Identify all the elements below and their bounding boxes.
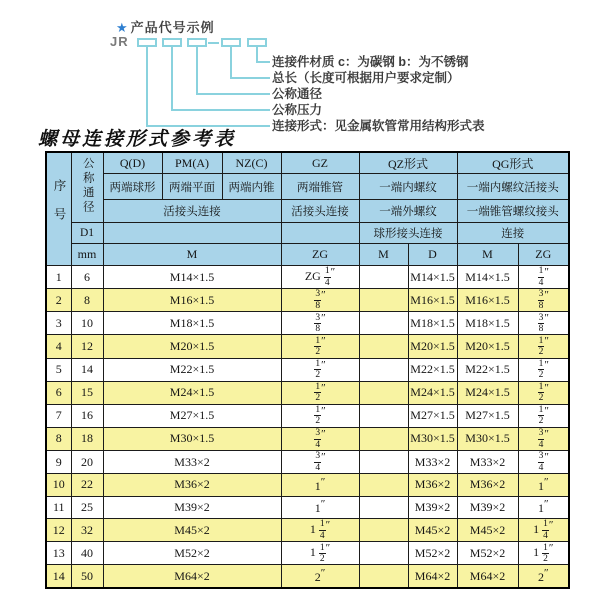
header-empty-wide bbox=[103, 223, 281, 244]
header-unit-qz-d: D bbox=[408, 244, 457, 266]
header-desc-qg: 一端内螺纹活接头 bbox=[457, 174, 569, 200]
cell-qz-m bbox=[359, 565, 408, 588]
cell-no: 5 bbox=[46, 358, 71, 381]
cell-qg-m: M22×1.5 bbox=[457, 358, 518, 381]
cell-no: 12 bbox=[46, 519, 71, 542]
cell-qg-m: M39×2 bbox=[457, 496, 518, 519]
cell-qz-d: M20×1.5 bbox=[408, 335, 457, 358]
table-row bbox=[46, 451, 569, 474]
cell-qz-m bbox=[359, 519, 408, 542]
cell-qg-m: M14×1.5 bbox=[457, 266, 518, 289]
cell-qz-m bbox=[359, 451, 408, 474]
cell-dn: 6 bbox=[71, 266, 103, 289]
nut-connection-table bbox=[45, 151, 570, 589]
header-connect-union: 活接头连接 bbox=[103, 200, 281, 223]
header-d1: D1 bbox=[71, 223, 103, 244]
cell-dn: 10 bbox=[71, 312, 103, 335]
cell-dn: 40 bbox=[71, 542, 103, 565]
cell-dn: 12 bbox=[71, 335, 103, 358]
table-title: 螺母连接形式参考表 bbox=[38, 129, 237, 150]
code-box-4 bbox=[221, 38, 241, 47]
leader-line bbox=[230, 77, 270, 79]
leader-line bbox=[146, 47, 148, 126]
cell-m: M64×2 bbox=[103, 565, 281, 588]
header-index: 序号 bbox=[46, 152, 71, 266]
cell-qz-m bbox=[359, 289, 408, 312]
table-row bbox=[46, 565, 569, 588]
cell-qg-zg: $\frac{1}{2}$ ″ bbox=[518, 381, 569, 404]
cell-qg-zg: $\frac{1}{2}$ ″ bbox=[518, 404, 569, 427]
code-box-3 bbox=[187, 38, 207, 47]
cell-dn: 20 bbox=[71, 451, 103, 474]
header-desc-nz: 两端内锥 bbox=[222, 174, 281, 200]
leader-line bbox=[171, 47, 173, 110]
label-nominal-dn: 公称通径 bbox=[272, 87, 323, 101]
header-connect-gz: 活接头连接 bbox=[281, 200, 359, 223]
cell-m: M24×1.5 bbox=[103, 381, 281, 404]
cell-no: 13 bbox=[46, 542, 71, 565]
cell-gz: 2″ bbox=[281, 565, 359, 588]
cell-no: 6 bbox=[46, 381, 71, 404]
cell-qz-d: M30×1.5 bbox=[408, 427, 457, 450]
cell-gz: ZG $\frac{1}{4}$ ″ bbox=[281, 266, 359, 289]
header-connect-qz: 球形接头连接 bbox=[359, 223, 457, 244]
cell-dn: 15 bbox=[71, 381, 103, 404]
cell-gz: $\frac{3}{4}$ ″ bbox=[281, 451, 359, 474]
leader-line bbox=[230, 47, 232, 78]
cell-m: M45×2 bbox=[103, 519, 281, 542]
cell-qz-d: M36×2 bbox=[408, 474, 457, 497]
cell-gz: $\frac{3}{8}$ ″ bbox=[281, 289, 359, 312]
cell-qz-d: M24×1.5 bbox=[408, 381, 457, 404]
table-row bbox=[46, 404, 569, 427]
cell-m: M33×2 bbox=[103, 451, 281, 474]
cell-dn: 22 bbox=[71, 474, 103, 497]
label-total-length: 总长（长度可根据用户要求定制） bbox=[272, 71, 460, 85]
cell-gz: $\frac{1}{2}$ ″ bbox=[281, 381, 359, 404]
cell-m: M16×1.5 bbox=[103, 289, 281, 312]
cell-qz-d: M27×1.5 bbox=[408, 404, 457, 427]
cell-qz-m bbox=[359, 358, 408, 381]
cell-gz: 1 $\frac{1}{4}$ ″ bbox=[281, 519, 359, 542]
cell-gz: $\frac{3}{8}$ ″ bbox=[281, 312, 359, 335]
header-desc2-qg: 一端锥管螺纹接头 bbox=[457, 200, 569, 223]
cell-qz-d: M16×1.5 bbox=[408, 289, 457, 312]
cell-qg-zg: 1″ bbox=[518, 474, 569, 497]
header-code-qz: QZ形式 bbox=[359, 152, 457, 174]
cell-no: 8 bbox=[46, 427, 71, 450]
cell-m: M18×1.5 bbox=[103, 312, 281, 335]
cell-qg-zg: $\frac{1}{2}$ ″ bbox=[518, 335, 569, 358]
star-icon: ★ bbox=[116, 20, 129, 35]
cell-no: 1 bbox=[46, 266, 71, 289]
cell-qz-d: M33×2 bbox=[408, 451, 457, 474]
cell-qz-m bbox=[359, 404, 408, 427]
cell-qg-zg: $\frac{3}{4}$ ″ bbox=[518, 427, 569, 450]
leader-line bbox=[171, 109, 270, 111]
cell-qz-d: M39×2 bbox=[408, 496, 457, 519]
cell-gz: 1″ bbox=[281, 496, 359, 519]
cell-no: 3 bbox=[46, 312, 71, 335]
cell-gz: $\frac{3}{4}$ ″ bbox=[281, 427, 359, 450]
cell-dn: 16 bbox=[71, 404, 103, 427]
header-connect-qg: 连接 bbox=[457, 223, 569, 244]
header-mm: mm bbox=[71, 244, 103, 266]
cell-dn: 14 bbox=[71, 358, 103, 381]
header-code-nz: NZ(C) bbox=[222, 152, 281, 174]
cell-qg-m: M52×2 bbox=[457, 542, 518, 565]
table-row bbox=[46, 266, 569, 289]
cell-qz-m bbox=[359, 381, 408, 404]
cell-qg-m: M20×1.5 bbox=[457, 335, 518, 358]
cell-qg-m: M33×2 bbox=[457, 451, 518, 474]
cell-qg-m: M45×2 bbox=[457, 519, 518, 542]
cell-qg-zg: $\frac{3}{8}$ ″ bbox=[518, 289, 569, 312]
leader-line bbox=[196, 93, 270, 95]
table-row bbox=[46, 496, 569, 519]
header-unit-m: M bbox=[103, 244, 281, 266]
cell-qz-d: M52×2 bbox=[408, 542, 457, 565]
table-row bbox=[46, 289, 569, 312]
cell-gz: $\frac{1}{2}$ ″ bbox=[281, 404, 359, 427]
cell-qg-m: M64×2 bbox=[457, 565, 518, 588]
cell-qg-zg: 1 $\frac{1}{4}$ ″ bbox=[518, 519, 569, 542]
cell-no: 9 bbox=[46, 451, 71, 474]
cell-qz-d: M14×1.5 bbox=[408, 266, 457, 289]
cell-no: 7 bbox=[46, 404, 71, 427]
cell-qg-m: M24×1.5 bbox=[457, 381, 518, 404]
cell-qg-zg: $\frac{3}{4}$ ″ bbox=[518, 451, 569, 474]
cell-qg-zg: $\frac{1}{4}$ ″ bbox=[518, 266, 569, 289]
cell-qg-m: M30×1.5 bbox=[457, 427, 518, 450]
cell-qg-zg: 1 $\frac{1}{2}$ ″ bbox=[518, 542, 569, 565]
cell-dn: 32 bbox=[71, 519, 103, 542]
cell-dn: 25 bbox=[71, 496, 103, 519]
header-code-pm: PM(A) bbox=[162, 152, 222, 174]
cell-qz-m bbox=[359, 542, 408, 565]
header-unit-zg: ZG bbox=[281, 244, 359, 266]
cell-no: 14 bbox=[46, 565, 71, 588]
table-row bbox=[46, 381, 569, 404]
cell-m: M52×2 bbox=[103, 542, 281, 565]
diagram-heading bbox=[116, 17, 215, 36]
cell-dn: 50 bbox=[71, 565, 103, 588]
header-unit-qg-zg: ZG bbox=[518, 244, 569, 266]
header-unit-qg-m: M bbox=[457, 244, 518, 266]
table-body bbox=[46, 266, 569, 588]
header-dn: 公称通径 bbox=[71, 152, 103, 223]
cell-qg-m: M36×2 bbox=[457, 474, 518, 497]
cell-m: M30×1.5 bbox=[103, 427, 281, 450]
cell-qg-m: M27×1.5 bbox=[457, 404, 518, 427]
code-box-1 bbox=[137, 38, 157, 47]
leader-line bbox=[256, 47, 258, 62]
cell-qz-m bbox=[359, 496, 408, 519]
header-desc2-qz: 一端外螺纹 bbox=[359, 200, 457, 223]
cell-qg-zg: 1″ bbox=[518, 496, 569, 519]
header-desc-pm: 两端平面 bbox=[162, 174, 222, 200]
header-desc-qz: 一端内螺纹 bbox=[359, 174, 457, 200]
table-row bbox=[46, 519, 569, 542]
table-row bbox=[46, 542, 569, 565]
cell-gz: 1″ bbox=[281, 474, 359, 497]
cell-qz-m bbox=[359, 266, 408, 289]
header-code-q: Q(D) bbox=[103, 152, 162, 174]
table-row bbox=[46, 335, 569, 358]
cell-qz-m bbox=[359, 427, 408, 450]
header-code-gz: GZ bbox=[281, 152, 359, 174]
cell-m: M20×1.5 bbox=[103, 335, 281, 358]
cell-qg-m: M18×1.5 bbox=[457, 312, 518, 335]
cell-dn: 18 bbox=[71, 427, 103, 450]
cell-qz-m bbox=[359, 474, 408, 497]
cell-gz: $\frac{1}{2}$ ″ bbox=[281, 335, 359, 358]
cell-qz-d: M45×2 bbox=[408, 519, 457, 542]
code-box-5 bbox=[247, 38, 267, 47]
label-material: 连接件材质 c：为碳钢 b：为不锈钢 bbox=[272, 55, 469, 69]
code-dash bbox=[208, 42, 219, 44]
cell-no: 4 bbox=[46, 335, 71, 358]
cell-qg-zg: $\frac{1}{2}$ ″ bbox=[518, 358, 569, 381]
table-row bbox=[46, 358, 569, 381]
cell-m: M14×1.5 bbox=[103, 266, 281, 289]
cell-gz: 1 $\frac{1}{2}$ ″ bbox=[281, 542, 359, 565]
cell-no: 11 bbox=[46, 496, 71, 519]
cell-m: M27×1.5 bbox=[103, 404, 281, 427]
code-box-2 bbox=[162, 38, 182, 47]
cell-qz-m bbox=[359, 312, 408, 335]
leader-line bbox=[196, 47, 198, 94]
header-desc-q: 两端球形 bbox=[103, 174, 162, 200]
cell-qz-d: M22×1.5 bbox=[408, 358, 457, 381]
cell-qz-m bbox=[359, 335, 408, 358]
cell-no: 2 bbox=[46, 289, 71, 312]
cell-gz: $\frac{1}{2}$ ″ bbox=[281, 358, 359, 381]
cell-no: 10 bbox=[46, 474, 71, 497]
table-row bbox=[46, 474, 569, 497]
cell-qg-m: M16×1.5 bbox=[457, 289, 518, 312]
table-row bbox=[46, 427, 569, 450]
table-row bbox=[46, 312, 569, 335]
header-empty-gz bbox=[281, 223, 359, 244]
header-unit-qz-m: M bbox=[359, 244, 408, 266]
cell-qz-d: M18×1.5 bbox=[408, 312, 457, 335]
cell-qg-zg: $\frac{3}{8}$ ″ bbox=[518, 312, 569, 335]
label-connect-form: 连接形式：见金属软管常用结构形式表 bbox=[272, 119, 485, 133]
cell-m: M39×2 bbox=[103, 496, 281, 519]
cell-dn: 8 bbox=[71, 289, 103, 312]
label-nominal-press: 公称压力 bbox=[272, 103, 323, 117]
diagram-heading-text: 产品代号示例 bbox=[130, 20, 215, 35]
code-prefix: JR bbox=[110, 34, 129, 49]
cell-qg-zg: 2″ bbox=[518, 565, 569, 588]
header-desc-gz: 两端锥管 bbox=[281, 174, 359, 200]
cell-qz-d: M64×2 bbox=[408, 565, 457, 588]
cell-m: M36×2 bbox=[103, 474, 281, 497]
leader-line bbox=[256, 61, 270, 63]
cell-m: M22×1.5 bbox=[103, 358, 281, 381]
header-code-qg: QG形式 bbox=[457, 152, 569, 174]
